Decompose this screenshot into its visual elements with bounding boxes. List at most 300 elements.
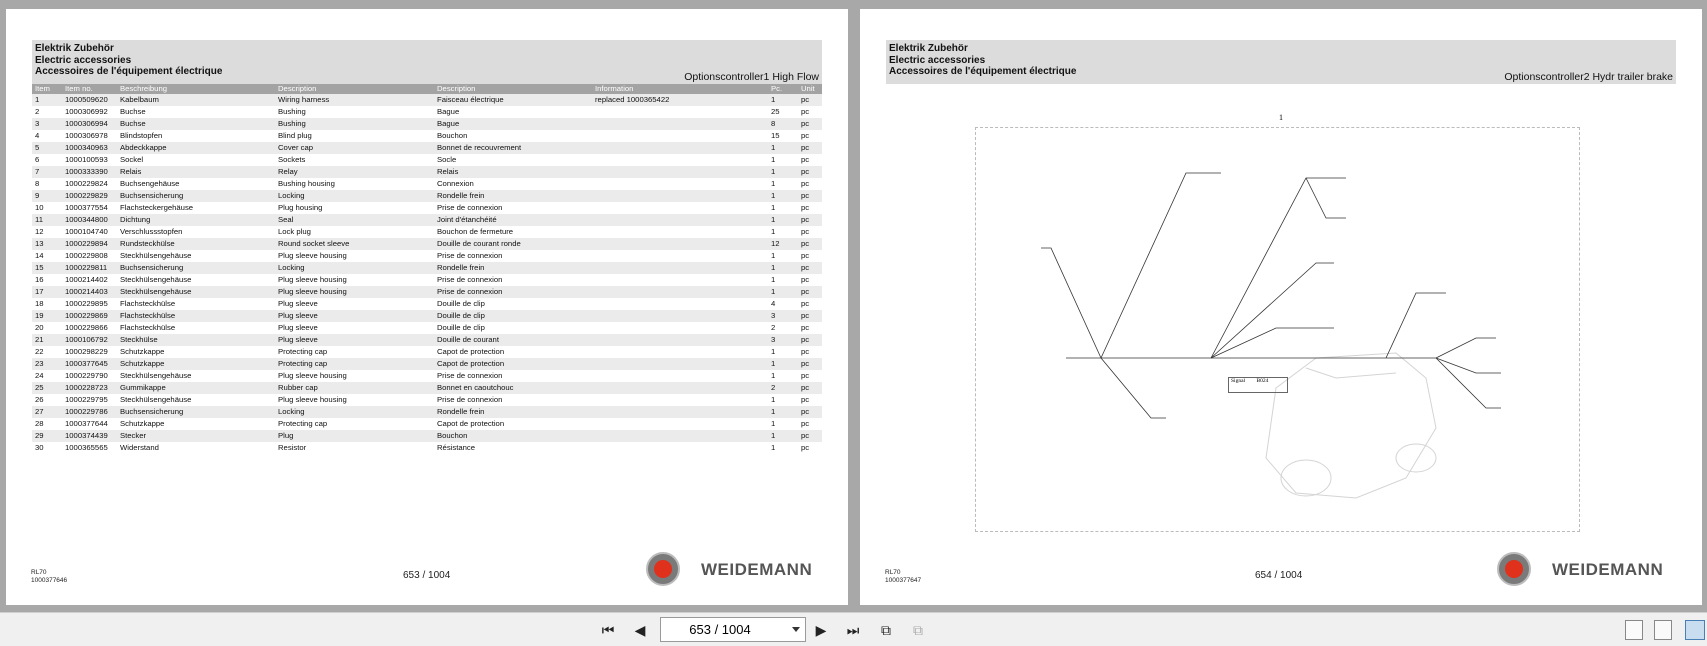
table-cell (592, 142, 768, 154)
table-cell: 4 (771, 299, 776, 308)
table-cell: 3 (768, 310, 798, 322)
table-row (32, 358, 822, 370)
chevron-down-icon[interactable] (792, 627, 800, 632)
table-cell: pc (801, 395, 810, 404)
page-number: 653 / 1004 (403, 570, 451, 581)
table-cell: 1000229811 (62, 262, 117, 274)
table-cell: 2 (768, 382, 798, 394)
table-cell: 1 (768, 214, 798, 226)
table-cell: Abdeckkappe (117, 142, 275, 154)
table-cell: 1000344800 (62, 214, 117, 226)
table-cell (592, 202, 768, 214)
table-cell: 13 (32, 238, 62, 250)
table-cell (592, 430, 768, 442)
table-cell: Schutzkappe (120, 347, 165, 356)
title-en: Electric accessories (889, 54, 986, 66)
table-cell: Prise de connexion (437, 275, 503, 284)
table-cell: Relay (275, 166, 434, 178)
table-cell: pc (801, 227, 810, 236)
table-cell: 1000100593 (65, 155, 108, 164)
table-row (32, 430, 822, 442)
table-cell: Bonnet en caoutchouc (434, 382, 592, 394)
table-cell: 1000229866 (65, 323, 108, 332)
table-cell: Rondelle frein (434, 190, 592, 202)
table-cell: 1000340963 (62, 142, 117, 154)
table-cell: Bouchon (434, 430, 592, 442)
table-cell: 22 (35, 347, 44, 356)
table-cell: Blindstopfen (120, 131, 163, 140)
table-cell: 1 (771, 251, 776, 260)
table-cell: pc (801, 323, 810, 332)
viewer-toolbar (0, 612, 1707, 646)
table-cell: Buchsensicherung (117, 262, 275, 274)
table-cell: 1000229786 (62, 406, 117, 418)
table-cell (592, 286, 768, 298)
table-cell: 1000298229 (65, 347, 108, 356)
table-cell: Buchse (117, 118, 275, 130)
column-header: Description (275, 84, 434, 94)
table-cell: 25 (32, 382, 62, 394)
table-cell: 1000377554 (65, 203, 108, 212)
table-cell: 1000365565 (65, 443, 108, 452)
table-cell: pc (801, 203, 810, 212)
table-cell: Locking (275, 406, 434, 418)
go-forward-icon[interactable]: ⧉ (913, 622, 923, 638)
machine-outline (1266, 353, 1436, 498)
table-cell (592, 334, 768, 346)
table-cell: 15 (771, 131, 780, 140)
table-cell: 1000377645 (62, 358, 117, 370)
table-cell: replaced 1000365422 (592, 94, 768, 106)
table-cell: Buchse (120, 107, 146, 116)
table-cell: Bushing (275, 118, 434, 130)
table-cell: 1000333390 (62, 166, 117, 178)
table-cell: Prise de connexion (434, 286, 592, 298)
table-cell (592, 418, 768, 430)
table-cell: pc (798, 310, 822, 322)
table-cell: 5 (32, 142, 62, 154)
table-row (32, 250, 822, 262)
table-cell: Buchsensicherung (117, 406, 275, 418)
table-cell: 1 (32, 94, 62, 106)
table-cell (592, 190, 768, 202)
table-cell: Flachsteckhülse (120, 299, 176, 308)
table-cell: 1 (768, 166, 798, 178)
table-cell: 27 (32, 406, 62, 418)
table-cell: Rundsteckhülse (117, 238, 275, 250)
table-cell: Resistor (278, 443, 307, 452)
table-cell: 6 (35, 155, 40, 164)
table-cell: 1000377644 (65, 419, 108, 428)
table-row (32, 322, 822, 334)
table-cell (592, 166, 768, 178)
column-header: Description (434, 84, 592, 94)
table-cell: Flachsteckhülse (117, 310, 275, 322)
column-header: Information (592, 84, 768, 94)
signal-ref: B024 (1256, 378, 1269, 384)
table-cell: Verschlussstopfen (120, 227, 183, 236)
table-cell: 7 (32, 166, 62, 178)
table-cell: 1 (768, 262, 798, 274)
logo-emblem-icon (1497, 552, 1531, 586)
title-en: Electric accessories (35, 54, 132, 66)
table-cell (592, 394, 768, 406)
table-cell: Protecting cap (275, 358, 434, 370)
table-cell: pc (801, 155, 810, 164)
table-cell: Buchsensicherung (117, 190, 275, 202)
table-cell: 1 (771, 395, 776, 404)
table-cell (592, 274, 768, 286)
table-cell: 19 (32, 310, 62, 322)
table-row (32, 118, 822, 130)
table-cell (592, 130, 768, 142)
table-row (32, 142, 822, 154)
brand-name: WEIDEMANN (701, 560, 813, 579)
table-cell: 1000306992 (65, 107, 108, 116)
table-cell: 14 (35, 251, 44, 260)
table-cell: 4 (35, 131, 40, 140)
table-cell: 1 (771, 227, 776, 236)
table-cell: Prise de connexion (437, 203, 503, 212)
table-cell: 1000229869 (62, 310, 117, 322)
table-cell: pc (798, 238, 822, 250)
table-cell: 1000229795 (65, 395, 108, 404)
table-cell: Douille de clip (437, 299, 485, 308)
table-cell (592, 442, 768, 454)
table-cell: Flachsteckergehäuse (120, 203, 194, 212)
table-cell: 1 (768, 94, 798, 106)
table-row (32, 334, 822, 346)
table-cell: Plug sleeve (275, 310, 434, 322)
table-cell: 1000306978 (65, 131, 108, 140)
title-de: Elektrik Zubehör (889, 43, 968, 54)
table-cell: 30 (35, 443, 44, 452)
table-cell: 10 (35, 203, 44, 212)
table-cell: Lock plug (278, 227, 311, 236)
table-cell: Bouchon (437, 131, 468, 140)
table-cell: Plug sleeve (275, 334, 434, 346)
table-cell: 20 (35, 323, 44, 332)
table-cell: Capot de protection (437, 419, 505, 428)
column-header: Item (32, 84, 62, 94)
table-cell: 24 (35, 371, 44, 380)
table-row (32, 346, 822, 358)
table-row (32, 406, 822, 418)
table-cell (592, 358, 768, 370)
table-cell: pc (798, 406, 822, 418)
previous-page-icon[interactable]: ◀ (634, 622, 646, 638)
table-cell: 29 (32, 430, 62, 442)
table-cell: Gummikappe (117, 382, 275, 394)
table-cell: 1 (771, 155, 776, 164)
page-number-input[interactable] (661, 618, 779, 641)
table-cell (592, 370, 768, 382)
table-cell: Prise de connexion (437, 395, 503, 404)
table-cell: pc (798, 190, 822, 202)
weidemann-logo (1497, 552, 1677, 588)
table-cell: Cover cap (275, 142, 434, 154)
title-fr: Accessoires de l'équipement électrique (35, 66, 223, 77)
table-row (32, 178, 822, 190)
table-cell: Sockets (278, 155, 306, 164)
table-cell: Protecting cap (278, 419, 328, 428)
table-cell: Plug (275, 430, 434, 442)
logo-emblem-icon (646, 552, 680, 586)
table-cell (592, 310, 768, 322)
next-page-icon[interactable]: ▶ (815, 622, 827, 638)
table-cell: Locking (275, 190, 434, 202)
table-cell: Douille de courant ronde (434, 238, 592, 250)
column-header: Beschreibung (117, 84, 275, 94)
table-cell: pc (798, 382, 822, 394)
table-row (32, 262, 822, 274)
table-cell: 1 (768, 286, 798, 298)
table-cell: Schutzkappe (120, 419, 165, 428)
wiring-diagram-svg (976, 128, 1581, 533)
table-cell: pc (798, 430, 822, 442)
table-cell: Plug sleeve housing (278, 371, 347, 380)
table-cell: 25 (771, 107, 780, 116)
table-cell: Round socket sleeve (275, 238, 434, 250)
table-row (32, 382, 822, 394)
table-cell: 1 (771, 347, 776, 356)
table-row (32, 94, 822, 106)
table-cell: Prise de connexion (437, 371, 503, 380)
last-page-icon[interactable]: ⏭ (846, 622, 860, 638)
table-cell: Steckhülsengehäuse (120, 371, 192, 380)
table-cell: 1000374439 (62, 430, 117, 442)
two-page-view-icon[interactable] (1685, 620, 1705, 640)
page-header (32, 40, 822, 84)
table-cell: Sockel (120, 155, 144, 164)
table-cell: Steckhülsengehäuse (120, 251, 192, 260)
table-cell: Blind plug (278, 131, 312, 140)
table-cell: Rondelle frein (434, 262, 592, 274)
table-cell (592, 238, 768, 250)
table-cell: 3 (768, 334, 798, 346)
first-page-icon[interactable]: ⏮ (601, 622, 615, 638)
table-row (32, 274, 822, 286)
table-cell: 1000306994 (62, 118, 117, 130)
table-cell: 2 (771, 323, 776, 332)
table-cell: Connexion (437, 179, 474, 188)
table-cell: 1 (771, 419, 776, 428)
table-cell: 1 (771, 443, 776, 452)
table-cell: Plug sleeve (278, 323, 318, 332)
table-cell (592, 298, 768, 310)
table-cell: pc (801, 275, 810, 284)
table-cell: Locking (275, 262, 434, 274)
signal-label: Signal (1231, 378, 1246, 384)
table-cell: Dichtung (117, 214, 275, 226)
table-cell (592, 154, 768, 166)
table-cell: Relais (117, 166, 275, 178)
table-cell: 1 (771, 275, 776, 284)
document-info (31, 569, 67, 585)
table-cell: Relais (434, 166, 592, 178)
table-cell: Seal (275, 214, 434, 226)
table-row (32, 202, 822, 214)
table-header-row (32, 84, 822, 94)
page-header (886, 40, 1676, 84)
table-cell: 15 (32, 262, 62, 274)
table-cell: 1 (768, 430, 798, 442)
table-cell: 11 (32, 214, 62, 226)
brand-name: WEIDEMANN (1552, 560, 1664, 579)
table-cell: 9 (32, 190, 62, 202)
table-row (32, 226, 822, 238)
document-number: 1000377647 (885, 577, 922, 584)
table-cell: Prise de connexion (437, 251, 503, 260)
table-cell (592, 178, 768, 190)
table-cell (592, 106, 768, 118)
table-cell: Steckhülsengehäuse (120, 275, 192, 284)
table-cell: Douille de clip (434, 310, 592, 322)
table-cell (592, 382, 768, 394)
table-cell: Douille de clip (437, 323, 485, 332)
table-cell: 1000104740 (65, 227, 108, 236)
table-cell: Steckhülsengehäuse (117, 286, 275, 298)
table-cell: Steckhülsengehäuse (120, 395, 192, 404)
table-cell: 16 (35, 275, 44, 284)
document-info (885, 569, 921, 585)
table-cell: 1000229829 (62, 190, 117, 202)
page-number: 654 / 1004 (1255, 570, 1303, 581)
table-cell: 12 (768, 238, 798, 250)
table-cell: 1000106792 (62, 334, 117, 346)
table-cell (592, 118, 768, 130)
table-cell: 1000214402 (65, 275, 108, 284)
table-cell: 1 (771, 371, 776, 380)
table-cell (592, 346, 768, 358)
table-row (32, 418, 822, 430)
title-fr: Accessoires de l'équipement électrique (889, 66, 1077, 77)
table-cell: Stecker (117, 430, 275, 442)
table-cell: pc (798, 286, 822, 298)
section-subtitle: Optionscontroller1 High Flow (684, 71, 819, 83)
table-row (32, 106, 822, 118)
table-cell: Capot de protection (434, 358, 592, 370)
table-cell: Rondelle frein (434, 406, 592, 418)
table-cell: 1000229808 (65, 251, 108, 260)
table-row (32, 370, 822, 382)
column-header: Unit (798, 84, 822, 94)
table-cell: pc (798, 118, 822, 130)
table-cell: 23 (32, 358, 62, 370)
table-cell: pc (798, 262, 822, 274)
table-row (32, 286, 822, 298)
document-number: 1000377646 (31, 577, 68, 584)
table-cell: Résistance (437, 443, 476, 452)
table-cell: Rubber cap (275, 382, 434, 394)
table-cell: 1 (771, 179, 776, 188)
table-cell: 1000214403 (62, 286, 117, 298)
table-cell: Widerstand (120, 443, 159, 452)
table-cell (592, 226, 768, 238)
column-header: Item no. (62, 84, 117, 94)
table-cell: pc (801, 179, 810, 188)
table-cell: 12 (35, 227, 44, 236)
table-cell: pc (801, 371, 810, 380)
table-cell: Bague (434, 118, 592, 130)
title-de: Elektrik Zubehör (35, 43, 114, 54)
signal-box (1228, 377, 1288, 393)
table-row (32, 238, 822, 250)
table-cell (592, 262, 768, 274)
table-row (32, 298, 822, 310)
table-cell: pc (798, 166, 822, 178)
table-cell: 1000229895 (65, 299, 108, 308)
table-cell: 17 (32, 286, 62, 298)
table-row (32, 130, 822, 142)
table-cell: pc (798, 94, 822, 106)
table-cell (592, 214, 768, 226)
table-cell: Protecting cap (278, 347, 328, 356)
table-row (32, 190, 822, 202)
table-cell: 1000509620 (62, 94, 117, 106)
table-cell: pc (801, 299, 810, 308)
model-label: RL70 (885, 569, 901, 576)
wiring-diagram (975, 127, 1580, 532)
table-cell: Plug housing (278, 203, 323, 212)
page-number-field[interactable] (660, 617, 806, 642)
table-cell: Bonnet de recouvrement (434, 142, 592, 154)
table-row (32, 442, 822, 454)
table-cell: Bushing housing (278, 179, 335, 188)
table-cell: 1 (768, 142, 798, 154)
weidemann-logo (646, 552, 826, 588)
table-cell: 8 (768, 118, 798, 130)
drawing-top-label: 1 (1279, 113, 1283, 122)
table-cell: Flachsteckhülse (120, 323, 176, 332)
table-row (32, 394, 822, 406)
single-page-view-icon[interactable] (1625, 620, 1643, 640)
table-cell: pc (801, 419, 810, 428)
table-cell: 2 (35, 107, 40, 116)
table-cell: 3 (32, 118, 62, 130)
table-cell: 1 (768, 190, 798, 202)
table-cell: 1000228723 (62, 382, 117, 394)
table-cell (592, 406, 768, 418)
table-cell: pc (798, 214, 822, 226)
table-cell: Joint d'étanchéité (434, 214, 592, 226)
document-page-654 (860, 9, 1702, 605)
table-cell: Bouchon de fermeture (437, 227, 514, 236)
go-back-icon[interactable]: ⧉ (881, 622, 891, 638)
table-cell: 18 (35, 299, 44, 308)
table-cell: 26 (35, 395, 44, 404)
table-cell (592, 250, 768, 262)
table-cell: pc (801, 347, 810, 356)
table-cell: pc (801, 107, 810, 116)
table-cell: pc (801, 251, 810, 260)
table-cell: 1000229824 (65, 179, 108, 188)
table-cell: Plug sleeve housing (275, 286, 434, 298)
continuous-view-icon[interactable] (1654, 620, 1672, 640)
model-label: RL70 (31, 569, 47, 576)
table-row (32, 166, 822, 178)
table-cell: 8 (35, 179, 40, 188)
section-subtitle: Optionscontroller2 Hydr trailer brake (1504, 71, 1673, 83)
table-cell: pc (801, 443, 810, 452)
table-cell: Bague (437, 107, 460, 116)
table-cell: 1 (768, 406, 798, 418)
table-cell: pc (798, 142, 822, 154)
table-cell: Steckhülse (117, 334, 275, 346)
table-row (32, 154, 822, 166)
table-cell: 1 (768, 358, 798, 370)
table-cell: Faisceau électrique (434, 94, 592, 106)
